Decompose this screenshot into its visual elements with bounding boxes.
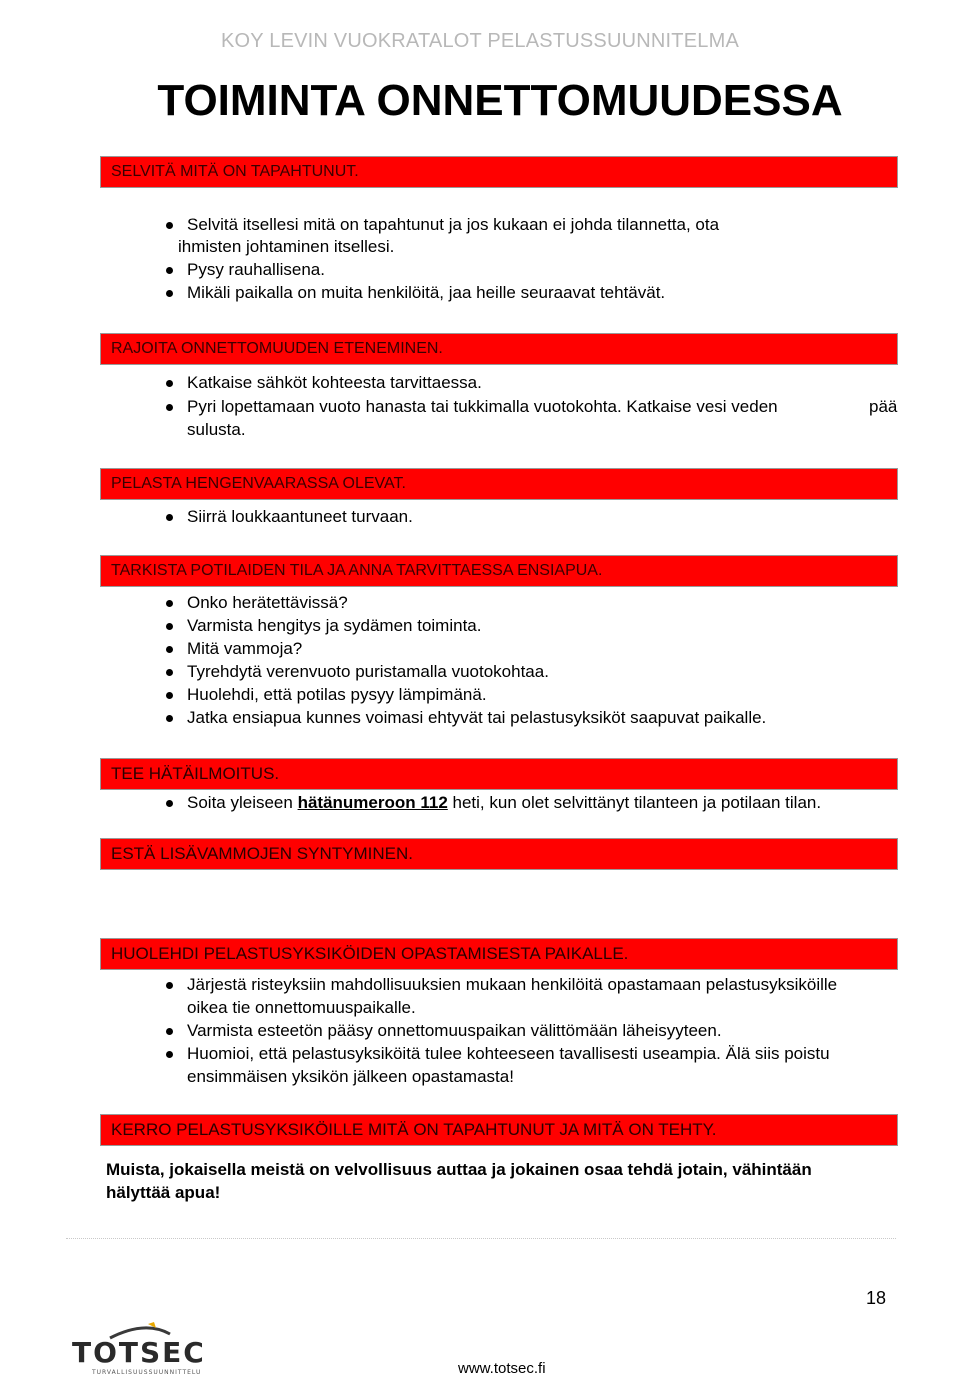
footer-url: www.totsec.fi — [458, 1360, 546, 1377]
bullet-icon — [166, 267, 173, 274]
bullet-icon — [166, 800, 173, 807]
bullet-icon — [166, 380, 173, 387]
bullet-icon — [166, 982, 173, 989]
section-heading-text: TARKISTA POTILAIDEN TILA JA ANNA TARVITTAESSA ENSIAPUA. — [111, 562, 603, 579]
bullet-icon — [166, 715, 173, 722]
section-heading-text: ESTÄ LISÄVAMMOJEN SYNTYMINEN. — [111, 844, 413, 863]
emergency-number: hätänumeroon 112 — [297, 793, 448, 812]
closing-note-line-1: Muista, jokaisella meistä on velvollisuus auttaa ja jokainen osaa tehdä jotain, vähintään — [106, 1160, 812, 1179]
section-heading-selvita — [100, 156, 898, 188]
bullet-icon — [166, 600, 173, 607]
bullet-icon — [166, 669, 173, 676]
bullet-icon — [166, 692, 173, 699]
section-heading-huolehdi — [100, 938, 898, 970]
section-heading-text: RAJOITA ONNETTOMUUDEN ETENEMINEN. — [111, 340, 443, 357]
section-heading-text: KERRO PELASTUSYKSIKÖILLE MITÄ ON TAPAHTUNUT JA MITÄ ON TEHTY. — [111, 1120, 717, 1139]
section-heading-rajoita — [100, 333, 898, 365]
bullet-icon — [166, 222, 173, 229]
footer-divider — [66, 1238, 896, 1239]
section-heading-text: SELVITÄ MITÄ ON TAPAHTUNUT. — [111, 163, 359, 180]
page-number: 18 — [866, 1288, 887, 1308]
section-heading-tarkista — [100, 555, 898, 587]
bullet-icon — [166, 290, 173, 297]
totsec-logo — [70, 1320, 240, 1376]
section-heading-text: HUOLEHDI PELASTUSYKSIKÖIDEN OPASTAMISESTA PAIKALLE. — [111, 944, 629, 963]
section-heading-kerro — [100, 1114, 898, 1146]
svg-text:TURVALLISUUSSUUNNITTELU: TURVALLISUUSSUUNNITTELU — [92, 1369, 202, 1376]
section-heading-text: TEE HÄTÄILMOITUS. — [111, 764, 280, 783]
bullet-icon — [166, 1028, 173, 1035]
closing-note-line-2: hälyttää apua! — [106, 1183, 221, 1202]
running-header: KOY LEVIN VUOKRATALOT PELASTUSSUUNNITELMA — [221, 30, 739, 52]
section-heading-hatailmoitus — [100, 758, 898, 790]
bullet-icon — [166, 404, 173, 411]
svg-text:TOTSEC: TOTSEC — [72, 1336, 206, 1369]
section-heading-pelasta — [100, 468, 898, 500]
page-title: TOIMINTA ONNETTOMUUDESSA — [157, 76, 843, 125]
bullet-icon — [166, 514, 173, 521]
bullet-icon — [166, 1051, 173, 1058]
logo-mark-icon — [70, 1320, 240, 1376]
section-heading-esta — [100, 838, 898, 870]
bullet-icon — [166, 646, 173, 653]
closing-note — [106, 1158, 906, 1204]
bullet-icon — [166, 623, 173, 630]
section-heading-text: PELASTA HENGENVAARASSA OLEVAT. — [111, 475, 406, 492]
